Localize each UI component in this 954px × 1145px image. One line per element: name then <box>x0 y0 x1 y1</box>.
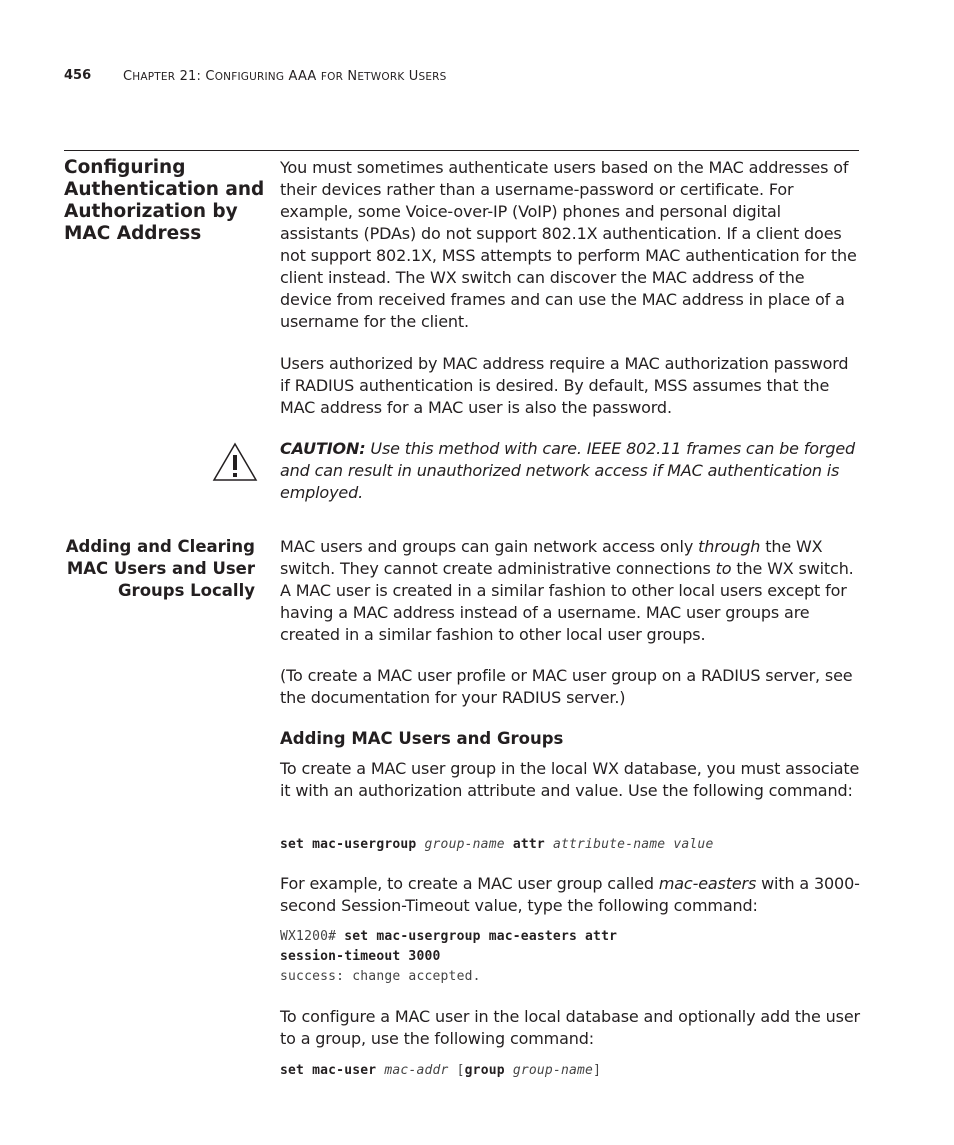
command-example: WX1200# set mac-usergroup mac-easters attr session-timeout 3000 success: change accepted. <box>280 929 618 984</box>
running-header: CHAPTER 21: CONFIGURING AAA FOR NETWORK USERS <box>123 69 447 84</box>
body-paragraph: To create a MAC user group in the local WX database, you must associate it with an authorization attribute and value. Use the following command: <box>280 759 860 800</box>
page-number: 456 <box>64 68 92 83</box>
command-syntax: set mac-usergroup group-name attr attribute-name value <box>280 837 714 852</box>
command-syntax: set mac-user mac-addr [group group-name] <box>280 1063 602 1078</box>
section-divider <box>64 150 859 151</box>
subsection-heading: Adding and Clearing MAC Users and User Groups Locally <box>65 537 255 600</box>
caution-label: CAUTION: <box>280 439 366 458</box>
body-paragraph: Users authorized by MAC address require a MAC authorization password if RADIUS authentication is desired. By default, MSS assumes that the MAC address for a MAC user is also the password. <box>280 354 849 417</box>
body-paragraph: For example, to create a MAC user group called mac-easters with a 3000-second Session-Timeout value, type the following command: <box>280 874 860 915</box>
body-paragraph: To configure a MAC user in the local database and optionally add the user to a group, use the following command: <box>280 1007 860 1048</box>
procedure-heading: Adding MAC Users and Groups <box>280 729 564 748</box>
body-paragraph: You must sometimes authenticate users based on the MAC addresses of their devices rather than a username-password or certificate. For example, some Voice-over-IP (VoIP) phones and personal digital assistants (PDAs) do not support 802.1X authentication. If a client does not support 802.1X, MSS attempts to perform MAC authentication for the client instead. The WX switch can discover the MAC address of the device from received frames and can use the MAC address in place of a username for the client. <box>280 158 857 331</box>
body-paragraph: (To create a MAC user profile or MAC user group on a RADIUS server, see the documentation for your RADIUS server.) <box>280 666 853 707</box>
caution-note: CAUTION: Use this method with care. IEEE 802.11 frames can be forged and can result in unauthorized network access if MAC authentication is employed. <box>280 439 856 502</box>
section-heading: Configuring Authentication and Authorization by MAC Address <box>64 157 265 244</box>
warning-triangle-icon <box>212 442 258 482</box>
body-paragraph: MAC users and groups can gain network access only through the WX switch. They cannot create administrative connections to the WX switch. A MAC user is created in a similar fashion to other local users except for having a MAC address instead of a username. MAC user groups are created in a similar fashion to other local user groups. <box>280 537 854 644</box>
